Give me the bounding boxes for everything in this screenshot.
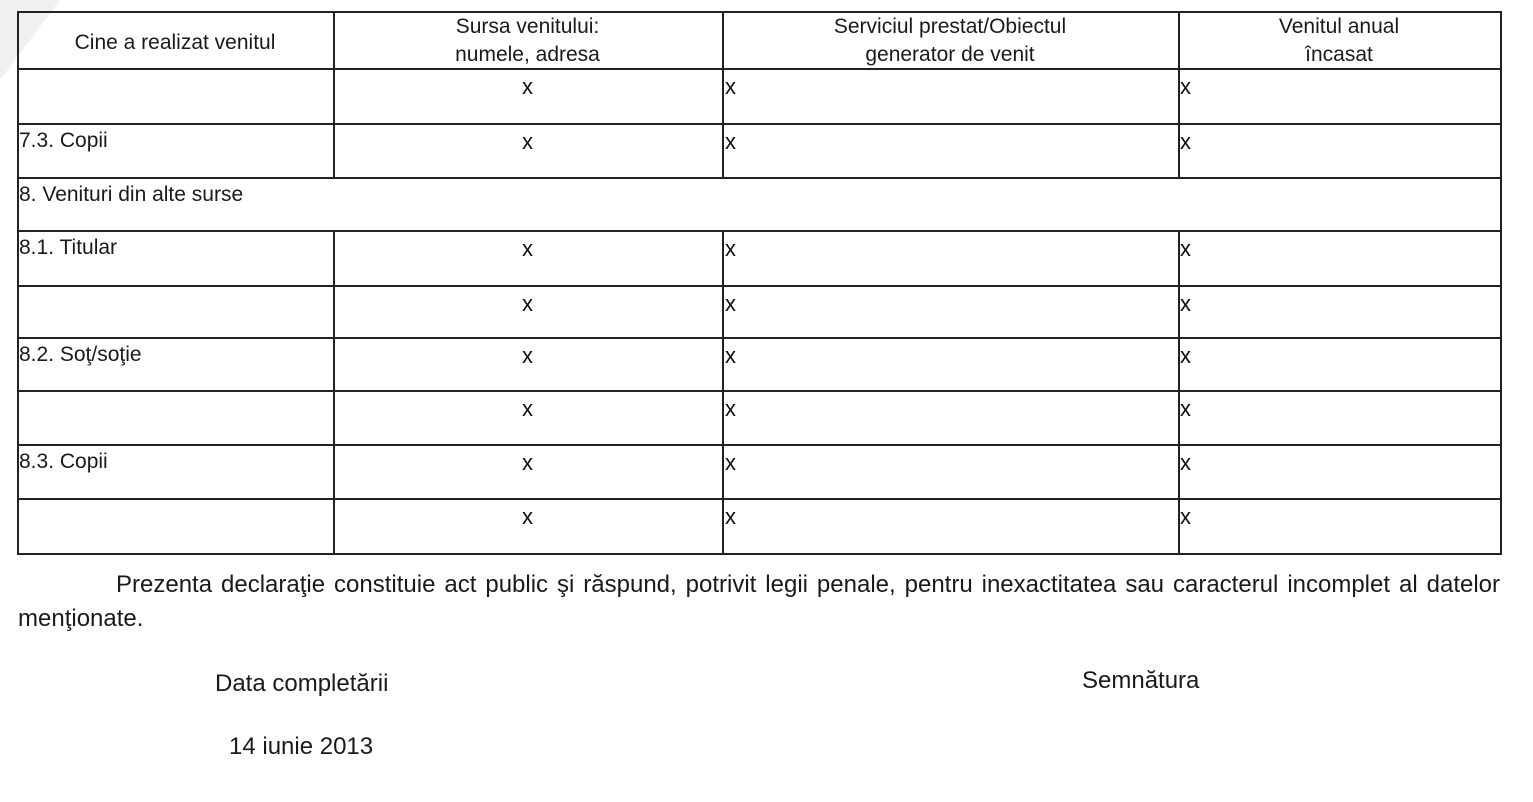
row-label: 8. Venituri din alte surse [19, 183, 244, 206]
table-rule [17, 444, 1502, 446]
empty-marker: x [1180, 343, 1191, 368]
empty-marker: x [725, 74, 736, 99]
table-rule [1500, 444, 1502, 500]
empty-marker: x [1180, 74, 1191, 99]
empty-marker: x [725, 343, 736, 368]
column-header [1178, 13, 1500, 69]
empty-marker: x [1180, 291, 1191, 316]
empty-marker: x [725, 291, 736, 316]
row-label: 8.1. Titular [19, 236, 118, 259]
row-label: 8.3. Copii [19, 450, 108, 473]
empty-marker: x [1180, 450, 1191, 475]
column-header [17, 29, 333, 57]
column-header-line: Sursa venitului: [455, 15, 600, 38]
column-header-line: numele, adresa [455, 43, 600, 66]
empty-marker: x [522, 396, 533, 421]
column-header-line: Venitul anual [1278, 15, 1400, 38]
empty-marker: x [522, 236, 533, 261]
table-rule [722, 390, 724, 446]
table-rule [722, 498, 724, 555]
table-rule [17, 285, 1502, 287]
empty-marker: x [1180, 504, 1191, 529]
empty-marker: x [725, 504, 736, 529]
empty-marker: x [725, 450, 736, 475]
table-rule [333, 390, 335, 446]
table-rule [333, 230, 335, 287]
table-rule [17, 390, 19, 446]
table-rule [17, 390, 1502, 392]
table-rule [333, 337, 335, 392]
column-header [722, 13, 1178, 69]
empty-marker: x [1180, 129, 1191, 154]
column-header-line: încasat [1305, 43, 1373, 66]
table-rule [1500, 285, 1502, 339]
table-rule [722, 230, 724, 287]
empty-marker: x [522, 450, 533, 475]
table-rule [1500, 123, 1502, 179]
table-rule [333, 68, 335, 125]
table-rule [1500, 498, 1502, 555]
table-rule [333, 444, 335, 500]
table-rule [1500, 390, 1502, 446]
column-header-line: Serviciul prestat/Obiectul [833, 15, 1067, 38]
row-label: 7.3. Copii [19, 129, 108, 152]
empty-marker: x [725, 129, 736, 154]
empty-marker: x [725, 236, 736, 261]
table-rule [1500, 177, 1502, 232]
table-rule [17, 553, 1502, 555]
date-label: Data completării [215, 670, 389, 697]
declaration-text: Prezenta declaraţie constituie act public şi răspund, potrivit legii penale, pentru inexactitatea sau caracterul incomplet al datelor menţionate. [18, 571, 1500, 632]
table-rule [1500, 11, 1502, 70]
table-rule [17, 230, 1502, 232]
empty-marker: x [522, 291, 533, 316]
signature-label: Semnătura [1082, 667, 1200, 694]
table-rule [17, 498, 19, 555]
table-rule [17, 337, 1502, 339]
date-value: 14 iunie 2013 [229, 733, 374, 760]
column-header-line: generator de venit [865, 43, 1035, 66]
empty-marker: x [522, 129, 533, 154]
table-rule [17, 68, 19, 125]
row-label: 8.2. Soţ/soţie [19, 343, 142, 366]
table-rule [1500, 230, 1502, 287]
empty-marker: x [522, 504, 533, 529]
table-rule [333, 123, 335, 179]
empty-marker: x [522, 343, 533, 368]
table-rule [17, 498, 1502, 500]
column-header-line: Cine a realizat venitul [74, 31, 276, 54]
table-rule [722, 285, 724, 339]
table-rule [722, 337, 724, 392]
empty-marker: x [1180, 396, 1191, 421]
column-header [333, 13, 722, 69]
table-rule [17, 285, 19, 339]
empty-marker: x [1180, 236, 1191, 261]
table-rule [17, 177, 1502, 179]
table-rule [333, 498, 335, 555]
table-rule [1500, 68, 1502, 125]
table-rule [722, 444, 724, 500]
table-rule [722, 123, 724, 179]
table-rule [17, 123, 1502, 125]
table-rule [722, 68, 724, 125]
table-rule [333, 285, 335, 339]
empty-marker: x [522, 74, 533, 99]
table-rule [1500, 337, 1502, 392]
empty-marker: x [725, 396, 736, 421]
